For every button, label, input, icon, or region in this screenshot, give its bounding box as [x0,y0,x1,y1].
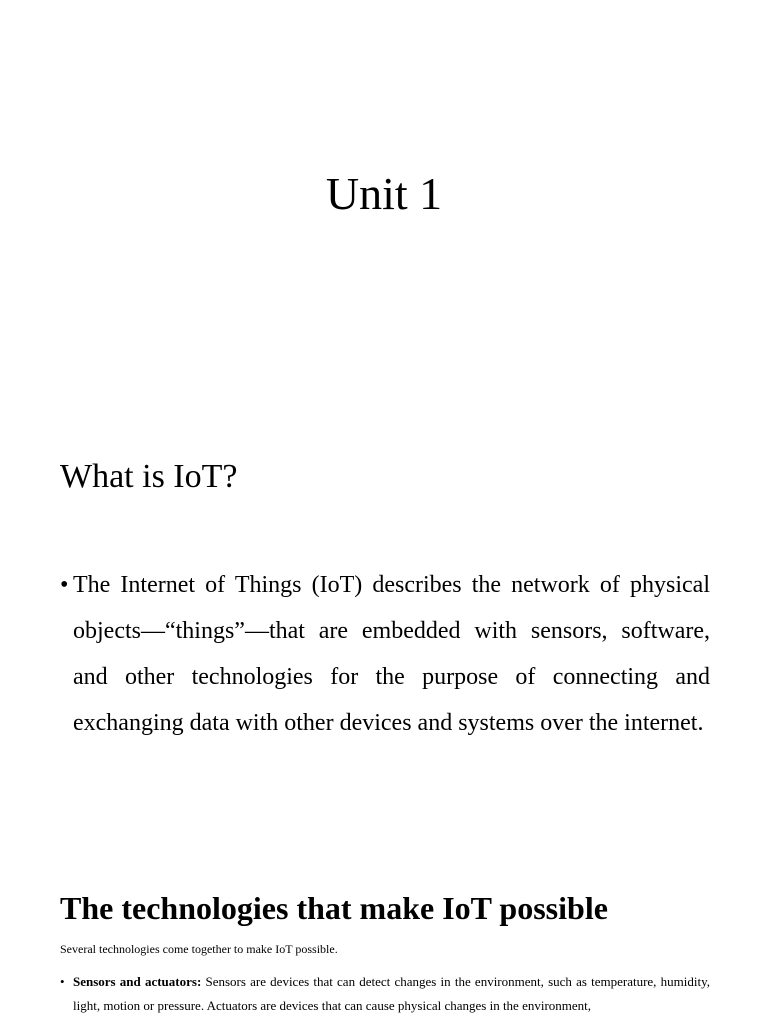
technologies-intro: Several technologies come together to make IoT possible. [60,942,338,956]
technologies-list [60,970,710,1018]
list-item-term: Sensors and actuators: [73,974,202,989]
list-item-text: Sensors are devices that can detect changes in the environment, such as temperature, humidity, light, motion or pressure. Actuators are devices that can cause physical changes in the environment, [73,974,710,1013]
section-heading: What is IoT? [60,458,238,495]
definition-bullet [60,562,710,746]
list-bullet: • [60,974,65,989]
definition-text: The Internet of Things (IoT) describes the network of physical objects—“things”—that are embedded with sensors, software, and other technologies for the purpose of connecting and exchanging data with other devices and systems over the internet. [73,572,710,736]
list-item [60,970,710,1018]
page-title: Unit 1 [325,168,443,219]
technologies-heading: The technologies that make IoT possible [60,890,608,926]
bullet-marker: • [60,572,69,598]
